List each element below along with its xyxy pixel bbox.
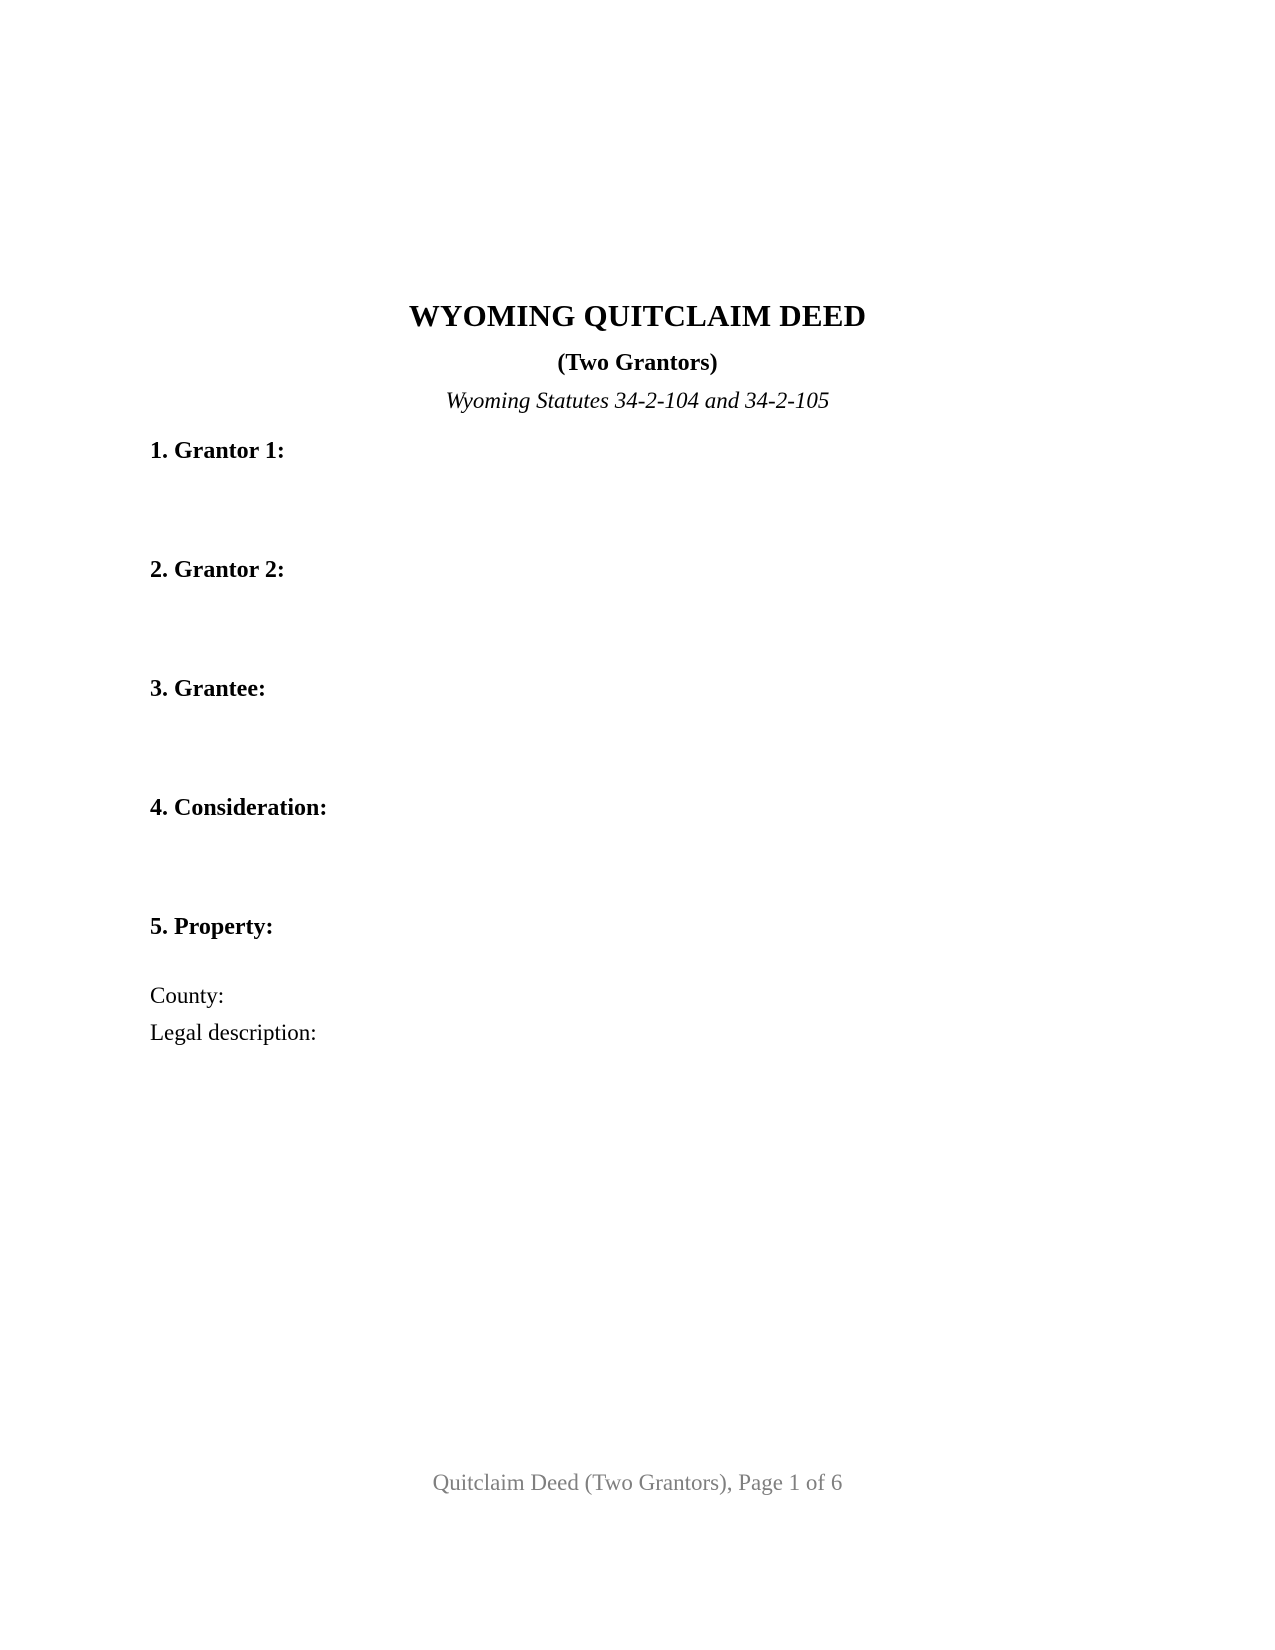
section-grantee-heading: 3. Grantee: [150, 676, 266, 702]
section-grantor-1-heading: 1. Grantor 1: [150, 438, 285, 464]
document-title: WYOMING QUITCLAIM DEED [408, 298, 867, 333]
page-footer: Quitclaim Deed (Two Grantors), Page 1 of 6 [432, 1470, 843, 1495]
statute-reference: Wyoming Statutes 34-2-104 and 34-2-105 [445, 388, 830, 413]
county-label: County: [150, 983, 225, 1008]
section-grantor-2-heading: 2. Grantor 2: [150, 557, 285, 583]
section-consideration-heading: 4. Consideration: [150, 795, 328, 821]
document-subtitle: (Two Grantors) [557, 350, 718, 376]
legal-description-label: Legal description: [150, 1020, 317, 1045]
section-property-heading: 5. Property: [150, 914, 274, 940]
